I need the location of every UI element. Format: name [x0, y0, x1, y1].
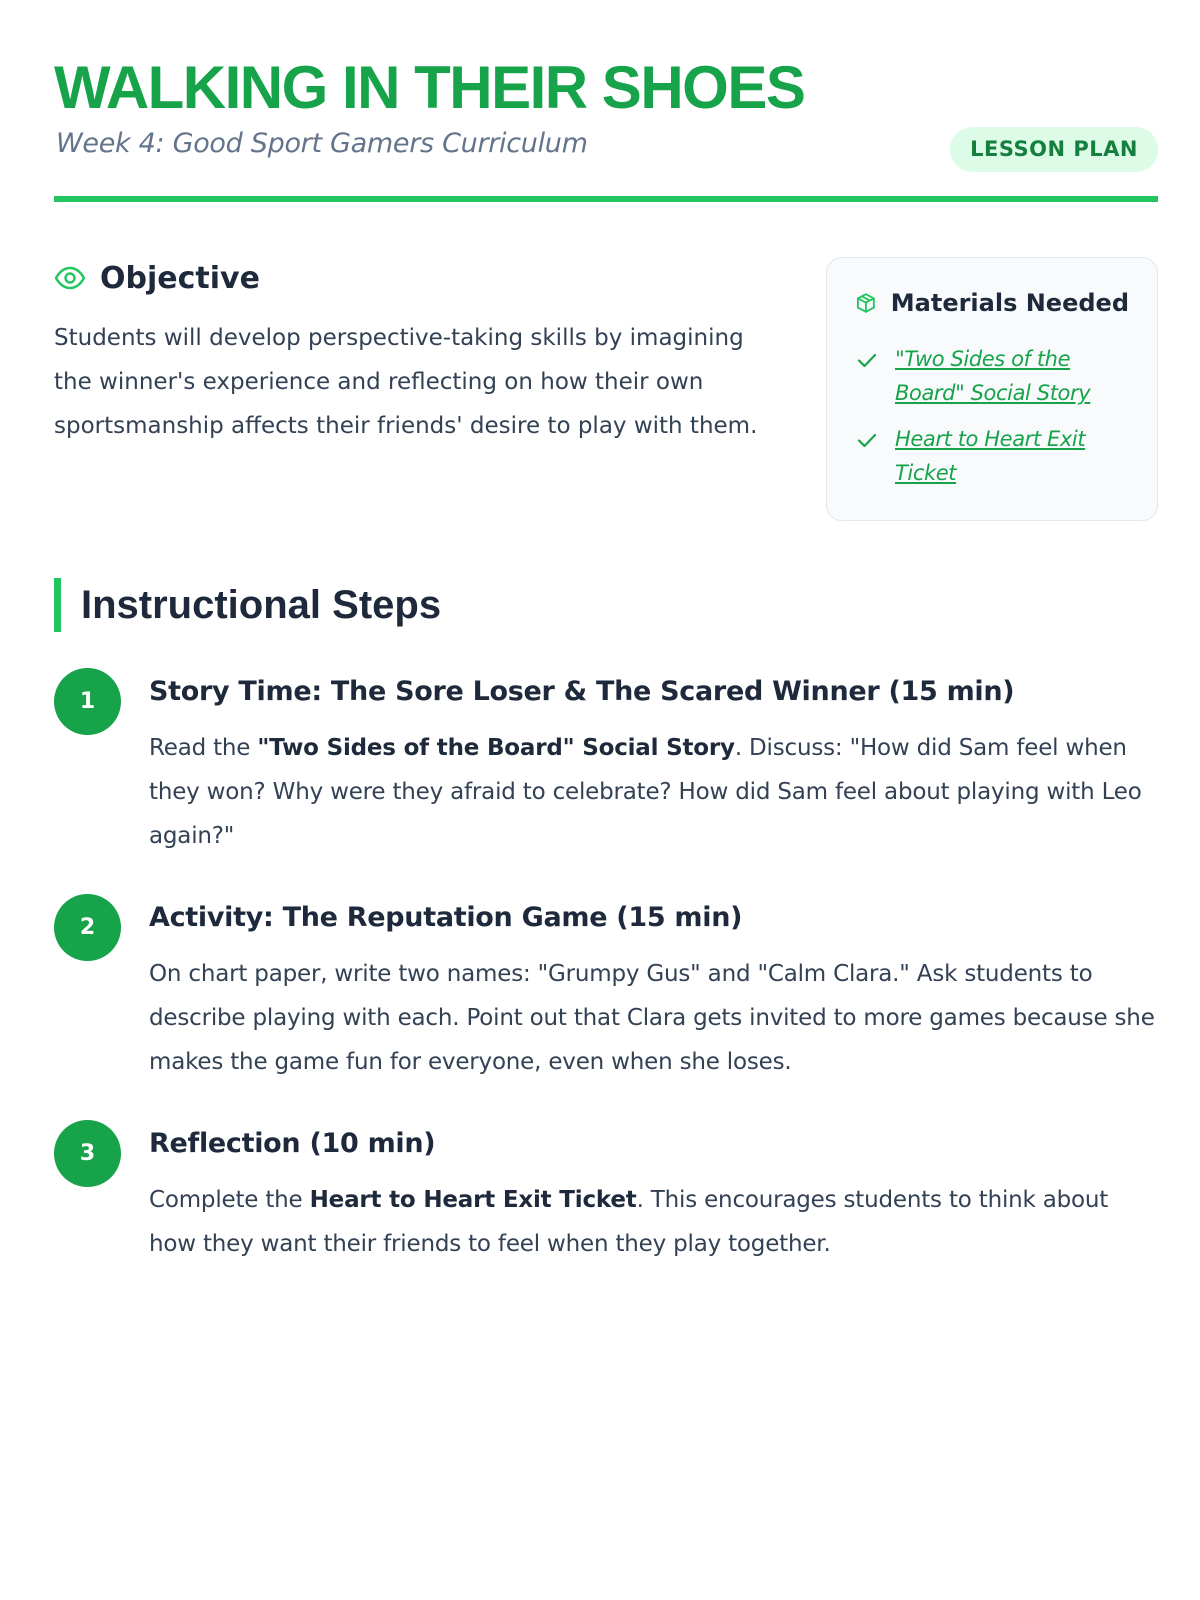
materials-card: [826, 257, 1158, 521]
material-link-exit-ticket[interactable]: Heart to Heart Exit Ticket: [895, 427, 1086, 485]
steps-heading: Instructional Steps: [81, 582, 442, 627]
step-description: [149, 952, 1161, 1084]
step-number-badge: 3: [54, 1120, 121, 1187]
materials-item: [855, 422, 1129, 490]
step-text-emphasis: "Two Sides of the Board" Social Story: [257, 735, 735, 761]
step-text: . Discuss: "How did Sam feel when they won? Why were they afraid to celebrate? How did Sam feel about playing with Leo again?": [149, 735, 1142, 849]
check-icon: [855, 348, 879, 372]
objective-text: Students will develop perspective-taking skills by imagining the winner's experience and reflecting on how their own sportsmanship affects their friends' desire to play with them.: [54, 325, 758, 439]
step-description: [149, 726, 1161, 858]
materials-item: [855, 342, 1129, 410]
objective-heading: Objective: [100, 260, 260, 296]
step-text: . This encourages students to think about how they want their friends to feel when they play together.: [149, 1187, 1109, 1257]
header-divider: [54, 196, 1158, 202]
eye-icon: [54, 262, 86, 294]
material-link-social-story[interactable]: "Two Sides of the Board" Social Story: [895, 347, 1091, 405]
lesson-plan-badge: LESSON PLAN: [950, 127, 1158, 172]
step-title: Reflection (10 min): [149, 1128, 436, 1159]
step-number-badge: 2: [54, 894, 121, 961]
page-title: WALKING IN THEIR SHOES: [54, 54, 805, 121]
step-text-emphasis: Heart to Heart Exit Ticket: [309, 1187, 637, 1213]
objective-heading-row: [54, 258, 260, 298]
step-number-badge: 1: [54, 668, 121, 735]
step-title: Story Time: The Sore Loser & The Scared Winner (15 min): [149, 676, 1015, 707]
steps-heading-row: [54, 578, 441, 632]
step-text: Complete the: [149, 1187, 310, 1213]
check-icon: [855, 428, 879, 452]
materials-heading: Materials Needed: [890, 289, 1129, 317]
materials-list: [855, 342, 1129, 490]
step-description: [149, 1178, 1161, 1266]
page-subtitle: Week 4: Good Sport Gamers Curriculum: [56, 128, 588, 159]
box-icon: [855, 290, 877, 316]
step-text: On chart paper, write two names: "Grumpy Gus" and "Calm Clara." Ask students to describe playing with each. Point out that Clara gets invited to more games because she makes the game fun for everyone, even when she loses.: [149, 961, 1155, 1075]
step-text: Read the: [149, 735, 258, 761]
step-title: Activity: The Reputation Game (15 min): [149, 902, 743, 933]
materials-heading-row: [855, 286, 1129, 320]
